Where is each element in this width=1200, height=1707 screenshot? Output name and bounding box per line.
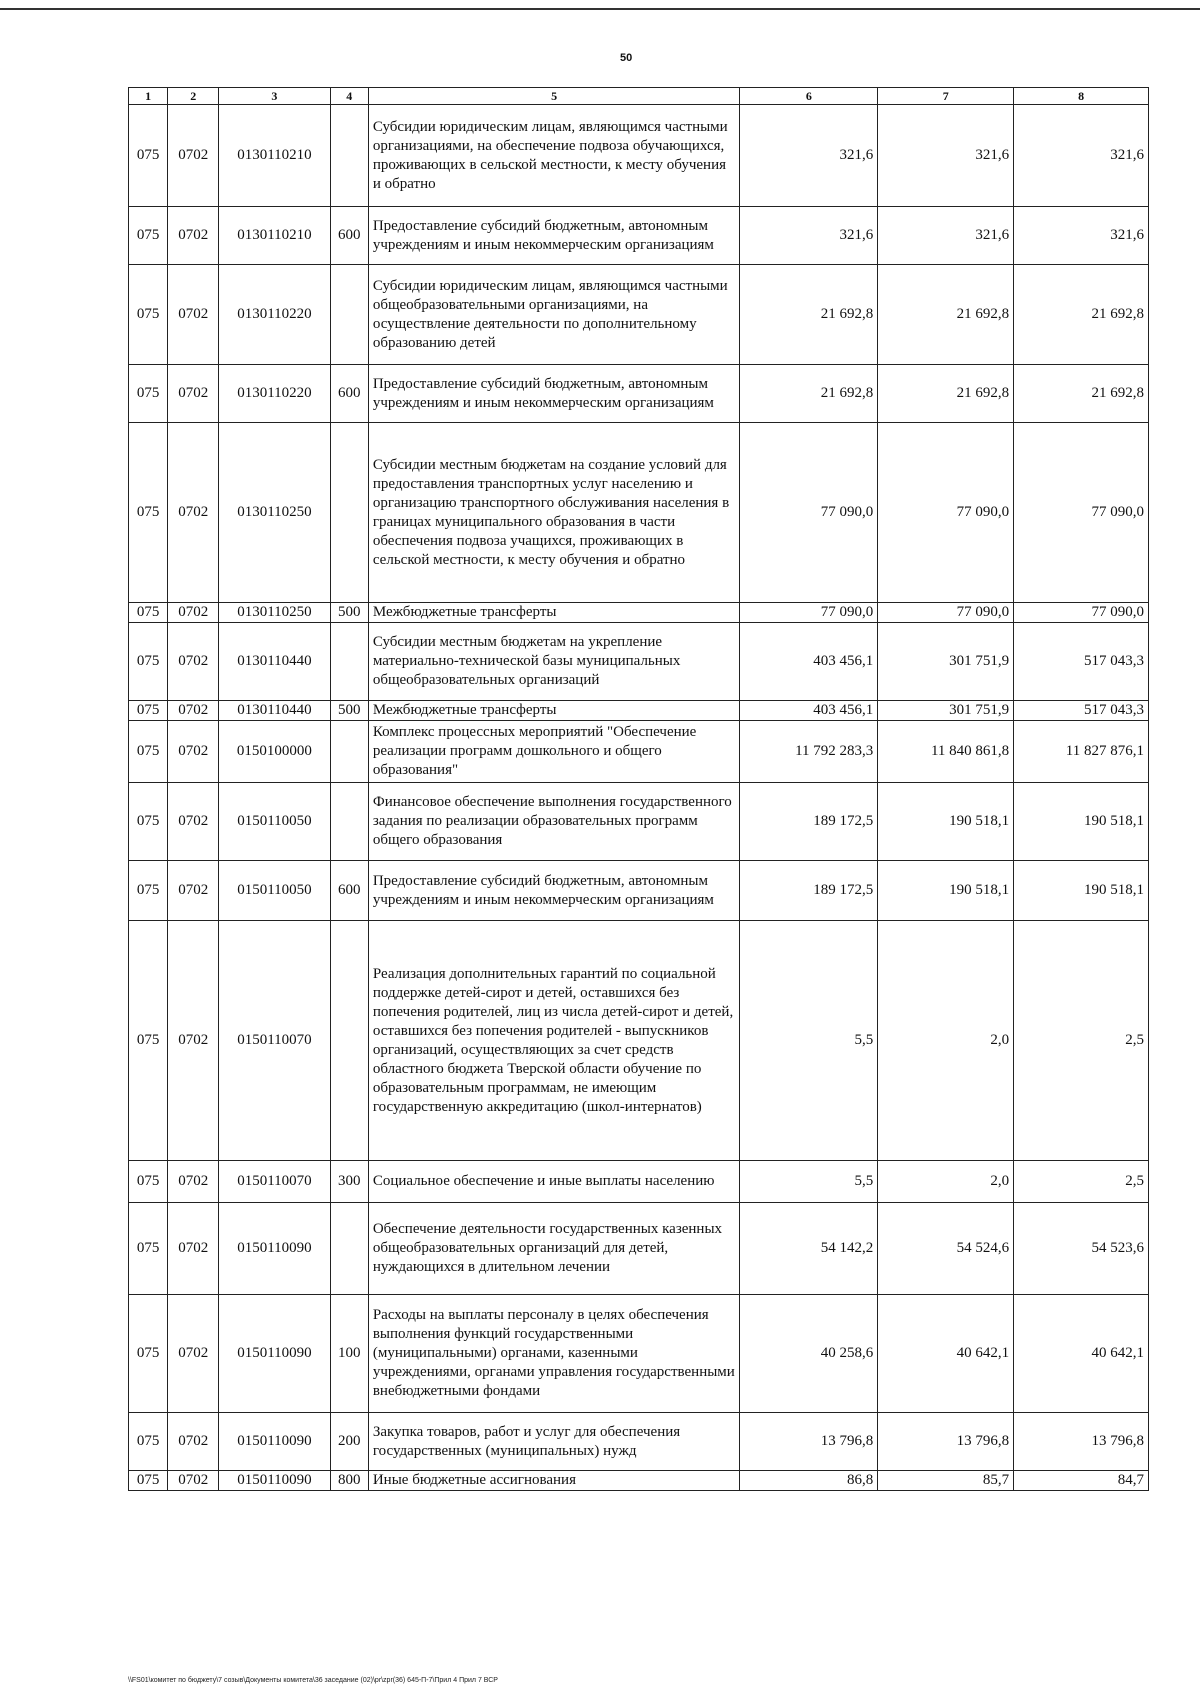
- item-description: Реализация дополнительных гарантий по социальной поддержке детей-сирот и детей, оставшихся без попечения родителей, лиц из числа детей-сирот и детей, оставшихся без попечения родителей - выпускников организаций, осуществляющих за счет средств областного бюджета Тверской области обучение по образовательным программам, не имеющим государственную аккредитацию (школ-интернатов): [368, 921, 739, 1161]
- target-article-code: 0130110220: [219, 265, 330, 365]
- amount-year-3: 517 043,3: [1014, 623, 1149, 701]
- amount-year-2: 77 090,0: [878, 423, 1014, 603]
- expense-type-code: 100: [330, 1295, 368, 1413]
- amount-year-2: 54 524,6: [878, 1203, 1014, 1295]
- table-row: [129, 623, 1149, 701]
- amount-year-1: 21 692,8: [740, 365, 878, 423]
- gr-admin-code: 075: [129, 265, 168, 365]
- gr-admin-code: 075: [129, 207, 168, 265]
- expense-type-code: [330, 921, 368, 1161]
- amount-year-3: 13 796,8: [1014, 1413, 1149, 1471]
- amount-year-1: 54 142,2: [740, 1203, 878, 1295]
- amount-year-3: 77 090,0: [1014, 423, 1149, 603]
- table-row: [129, 1295, 1149, 1413]
- col-header-8: 8: [1014, 88, 1149, 105]
- amount-year-1: 40 258,6: [740, 1295, 878, 1413]
- item-description: Расходы на выплаты персоналу в целях обеспечения выполнения функций государственными (муниципальными) органами, казенными учреждениями, органами управления государственными внебюджетными фондами: [368, 1295, 739, 1413]
- gr-admin-code: 075: [129, 105, 168, 207]
- gr-admin-code: 075: [129, 623, 168, 701]
- section-code: 0702: [168, 861, 219, 921]
- target-article-code: 0130110440: [219, 623, 330, 701]
- section-code: 0702: [168, 701, 219, 721]
- amount-year-2: 13 796,8: [878, 1413, 1014, 1471]
- item-description: Субсидии юридическим лицам, являющимся частными общеобразовательными организациями, на осуществление деятельности по дополнительному образованию детей: [368, 265, 739, 365]
- gr-admin-code: 075: [129, 1413, 168, 1471]
- section-code: 0702: [168, 105, 219, 207]
- target-article-code: 0130110250: [219, 423, 330, 603]
- section-code: 0702: [168, 423, 219, 603]
- section-code: 0702: [168, 1413, 219, 1471]
- amount-year-2: 21 692,8: [878, 365, 1014, 423]
- amount-year-3: 54 523,6: [1014, 1203, 1149, 1295]
- gr-admin-code: 075: [129, 1295, 168, 1413]
- amount-year-1: 77 090,0: [740, 423, 878, 603]
- target-article-code: 0130110250: [219, 603, 330, 623]
- table-row: [129, 721, 1149, 783]
- section-code: 0702: [168, 623, 219, 701]
- item-description: Социальное обеспечение и иные выплаты населению: [368, 1161, 739, 1203]
- page-number: 50: [620, 52, 633, 64]
- col-header-7: 7: [878, 88, 1014, 105]
- target-article-code: 0130110220: [219, 365, 330, 423]
- table-row: [129, 921, 1149, 1161]
- section-code: 0702: [168, 1203, 219, 1295]
- expense-type-code: 600: [330, 365, 368, 423]
- gr-admin-code: 075: [129, 921, 168, 1161]
- table-row: [129, 365, 1149, 423]
- table-row: [129, 1471, 1149, 1491]
- gr-admin-code: 075: [129, 603, 168, 623]
- target-article-code: 0150110090: [219, 1295, 330, 1413]
- item-description: Межбюджетные трансферты: [368, 603, 739, 623]
- section-code: 0702: [168, 265, 219, 365]
- gr-admin-code: 075: [129, 1471, 168, 1491]
- amount-year-2: 11 840 861,8: [878, 721, 1014, 783]
- target-article-code: 0130110210: [219, 207, 330, 265]
- expense-type-code: [330, 783, 368, 861]
- section-code: 0702: [168, 1295, 219, 1413]
- amount-year-3: 77 090,0: [1014, 603, 1149, 623]
- table-row: [129, 861, 1149, 921]
- item-description: Субсидии местным бюджетам на создание условий для предоставления транспортных услуг населению и организацию транспортного обслуживания населения в границах муниципального образования в части обеспечения подвоза учащихся, проживающих в сельской местности, к месту обучения и обратно: [368, 423, 739, 603]
- col-header-4: 4: [330, 88, 368, 105]
- amount-year-2: 321,6: [878, 105, 1014, 207]
- item-description: Обеспечение деятельности государственных казенных общеобразовательных организаций для детей, нуждающихся в длительном лечении: [368, 1203, 739, 1295]
- table-row: [129, 1161, 1149, 1203]
- amount-year-1: 5,5: [740, 921, 878, 1161]
- amount-year-2: 190 518,1: [878, 783, 1014, 861]
- expense-type-code: [330, 623, 368, 701]
- amount-year-3: 11 827 876,1: [1014, 721, 1149, 783]
- target-article-code: 0150110070: [219, 1161, 330, 1203]
- amount-year-3: 190 518,1: [1014, 783, 1149, 861]
- gr-admin-code: 075: [129, 1161, 168, 1203]
- item-description: Предоставление субсидий бюджетным, автономным учреждениям и иным некоммерческим организациям: [368, 365, 739, 423]
- target-article-code: 0150110050: [219, 861, 330, 921]
- amount-year-3: 190 518,1: [1014, 861, 1149, 921]
- col-header-2: 2: [168, 88, 219, 105]
- amount-year-2: 2,0: [878, 1161, 1014, 1203]
- table-row: [129, 1203, 1149, 1295]
- expense-type-code: [330, 265, 368, 365]
- amount-year-1: 321,6: [740, 207, 878, 265]
- amount-year-1: 11 792 283,3: [740, 721, 878, 783]
- amount-year-1: 403 456,1: [740, 623, 878, 701]
- amount-year-3: 2,5: [1014, 921, 1149, 1161]
- section-code: 0702: [168, 1471, 219, 1491]
- col-header-5: 5: [368, 88, 739, 105]
- amount-year-1: 403 456,1: [740, 701, 878, 721]
- amount-year-2: 21 692,8: [878, 265, 1014, 365]
- amount-year-1: 189 172,5: [740, 783, 878, 861]
- item-description: Комплекс процессных мероприятий "Обеспечение реализации программ дошкольного и общего образования": [368, 721, 739, 783]
- expense-type-code: 800: [330, 1471, 368, 1491]
- target-article-code: 0150110090: [219, 1413, 330, 1471]
- target-article-code: 0130110440: [219, 701, 330, 721]
- table-row: [129, 207, 1149, 265]
- expense-type-code: [330, 105, 368, 207]
- section-code: 0702: [168, 783, 219, 861]
- col-header-3: 3: [219, 88, 330, 105]
- amount-year-3: 84,7: [1014, 1471, 1149, 1491]
- amount-year-3: 21 692,8: [1014, 365, 1149, 423]
- amount-year-1: 5,5: [740, 1161, 878, 1203]
- col-header-6: 6: [740, 88, 878, 105]
- amount-year-1: 13 796,8: [740, 1413, 878, 1471]
- amount-year-2: 77 090,0: [878, 603, 1014, 623]
- table-row: [129, 265, 1149, 365]
- target-article-code: 0150110050: [219, 783, 330, 861]
- item-description: Финансовое обеспечение выполнения государственного задания по реализации образовательных программ общего образования: [368, 783, 739, 861]
- gr-admin-code: 075: [129, 365, 168, 423]
- amount-year-2: 40 642,1: [878, 1295, 1014, 1413]
- gr-admin-code: 075: [129, 701, 168, 721]
- expense-type-code: 600: [330, 861, 368, 921]
- target-article-code: 0130110210: [219, 105, 330, 207]
- expense-type-code: 500: [330, 701, 368, 721]
- item-description: Закупка товаров, работ и услуг для обеспечения государственных (муниципальных) нужд: [368, 1413, 739, 1471]
- target-article-code: 0150110070: [219, 921, 330, 1161]
- amount-year-2: 190 518,1: [878, 861, 1014, 921]
- gr-admin-code: 075: [129, 861, 168, 921]
- section-code: 0702: [168, 603, 219, 623]
- item-description: Иные бюджетные ассигнования: [368, 1471, 739, 1491]
- amount-year-1: 189 172,5: [740, 861, 878, 921]
- footer-file-path: \\FS01\комитет по бюджету\7 созыв\Документы комитета\36 заседание (02)\pr\zpr(36) 645-П-7\Прил 4 Прил 7 ВСР: [128, 1677, 498, 1684]
- header-row: [129, 88, 1149, 105]
- amount-year-3: 321,6: [1014, 207, 1149, 265]
- amount-year-1: 321,6: [740, 105, 878, 207]
- gr-admin-code: 075: [129, 783, 168, 861]
- expense-type-code: 600: [330, 207, 368, 265]
- section-code: 0702: [168, 207, 219, 265]
- section-code: 0702: [168, 921, 219, 1161]
- amount-year-2: 321,6: [878, 207, 1014, 265]
- table-row: [129, 1413, 1149, 1471]
- item-description: Субсидии местным бюджетам на укрепление материально-технической базы муниципальных общеобразовательных организаций: [368, 623, 739, 701]
- item-description: Межбюджетные трансферты: [368, 701, 739, 721]
- amount-year-1: 77 090,0: [740, 603, 878, 623]
- amount-year-1: 21 692,8: [740, 265, 878, 365]
- table-row: [129, 603, 1149, 623]
- amount-year-3: 517 043,3: [1014, 701, 1149, 721]
- section-code: 0702: [168, 721, 219, 783]
- top-border-line: [0, 0, 1200, 10]
- amount-year-2: 85,7: [878, 1471, 1014, 1491]
- item-description: Предоставление субсидий бюджетным, автономным учреждениям и иным некоммерческим организациям: [368, 861, 739, 921]
- expense-type-code: [330, 1203, 368, 1295]
- col-header-1: 1: [129, 88, 168, 105]
- expense-type-code: 200: [330, 1413, 368, 1471]
- amount-year-3: 40 642,1: [1014, 1295, 1149, 1413]
- table-row: [129, 423, 1149, 603]
- target-article-code: 0150110090: [219, 1471, 330, 1491]
- item-description: Предоставление субсидий бюджетным, автономным учреждениям и иным некоммерческим организациям: [368, 207, 739, 265]
- budget-table: [128, 87, 1149, 1491]
- gr-admin-code: 075: [129, 423, 168, 603]
- table-row: [129, 105, 1149, 207]
- amount-year-2: 2,0: [878, 921, 1014, 1161]
- section-code: 0702: [168, 1161, 219, 1203]
- target-article-code: 0150110090: [219, 1203, 330, 1295]
- expense-type-code: 300: [330, 1161, 368, 1203]
- gr-admin-code: 075: [129, 721, 168, 783]
- gr-admin-code: 075: [129, 1203, 168, 1295]
- expense-type-code: 500: [330, 603, 368, 623]
- amount-year-3: 2,5: [1014, 1161, 1149, 1203]
- section-code: 0702: [168, 365, 219, 423]
- amount-year-2: 301 751,9: [878, 701, 1014, 721]
- amount-year-3: 321,6: [1014, 105, 1149, 207]
- amount-year-2: 301 751,9: [878, 623, 1014, 701]
- amount-year-1: 86,8: [740, 1471, 878, 1491]
- expense-type-code: [330, 721, 368, 783]
- item-description: Субсидии юридическим лицам, являющимся частными организациями, на обеспечение подвоза обучающихся, проживающих в сельской местности, к месту обучения и обратно: [368, 105, 739, 207]
- amount-year-3: 21 692,8: [1014, 265, 1149, 365]
- table-row: [129, 701, 1149, 721]
- target-article-code: 0150100000: [219, 721, 330, 783]
- expense-type-code: [330, 423, 368, 603]
- table-row: [129, 783, 1149, 861]
